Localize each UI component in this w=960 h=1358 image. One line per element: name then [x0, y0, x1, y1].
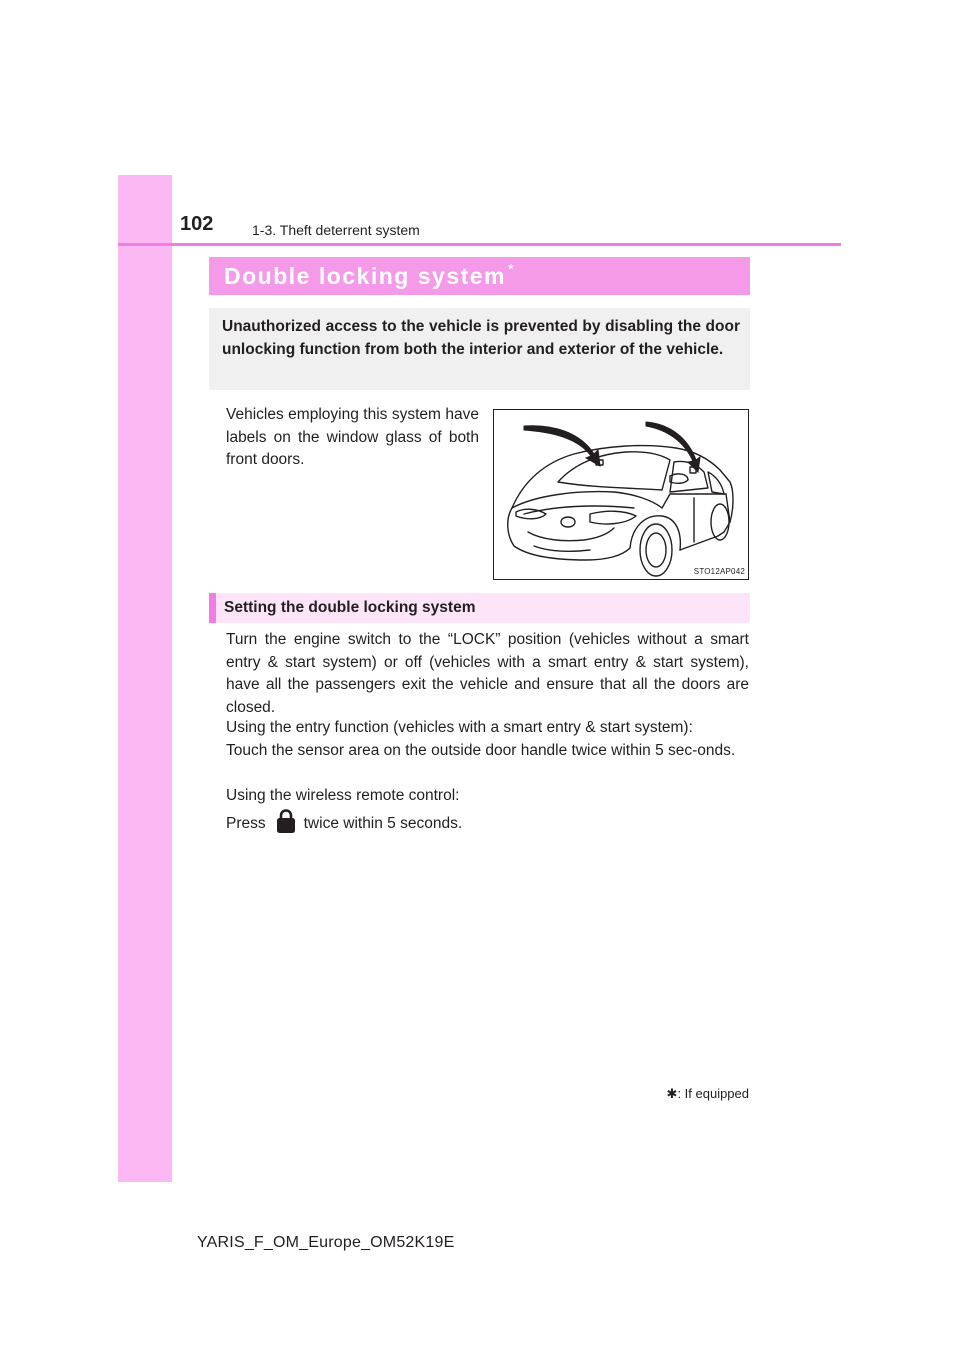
- vehicle-illustration: [493, 409, 749, 580]
- car-drawing-icon: [494, 410, 748, 579]
- intro-text: Unauthorized access to the vehicle is prevented by disabling the door unlocking function from both the interior and exterior of the vehicle.: [222, 318, 740, 358]
- page-number: 102: [180, 213, 214, 235]
- remote-control-paragraph: [226, 785, 749, 835]
- intro-box: [209, 308, 750, 390]
- header-rule: [118, 243, 841, 246]
- figure-code: STO12AP042: [693, 567, 745, 576]
- if-equipped-star-icon: *: [508, 261, 516, 278]
- remote-control-instruction: [226, 808, 749, 836]
- subheading: Setting the double locking system: [224, 599, 476, 616]
- subheading-bar: [209, 593, 750, 623]
- document-id: YARIS_F_OM_Europe_OM52K19E: [197, 1234, 455, 1251]
- section-title: 1-3. Theft deterrent system: [252, 222, 420, 238]
- side-tab-band: [118, 175, 172, 1182]
- if-equipped-footnote: ✱: If equipped: [666, 1086, 749, 1101]
- title-bar: [209, 257, 750, 295]
- remote-control-title: Using the wireless remote control:: [226, 787, 460, 804]
- entry-function-text: Touch the sensor area on the outside door handle twice within 5 sec-onds.: [226, 741, 736, 759]
- entry-function-title: Using the entry function (vehicles with a smart entry & start system):: [226, 719, 693, 736]
- page-title: [224, 261, 515, 291]
- lock-icon: [274, 808, 298, 834]
- page-title-text: Double locking system: [224, 263, 507, 289]
- remote-suffix-text: twice within 5 seconds.: [303, 814, 463, 832]
- vehicle-labels-paragraph: Vehicles employing this system have labels on the window glass of both front doors.: [226, 406, 479, 468]
- turn-engine-paragraph: Turn the engine switch to the “LOCK” position (vehicles without a smart entry & start system) or off (vehicles with a smart entry & start system), have all the passengers exit the vehicle and ensure that all the doors are closed.: [226, 631, 749, 716]
- remote-press-text: Press: [226, 814, 266, 832]
- entry-function-paragraph: [226, 717, 749, 762]
